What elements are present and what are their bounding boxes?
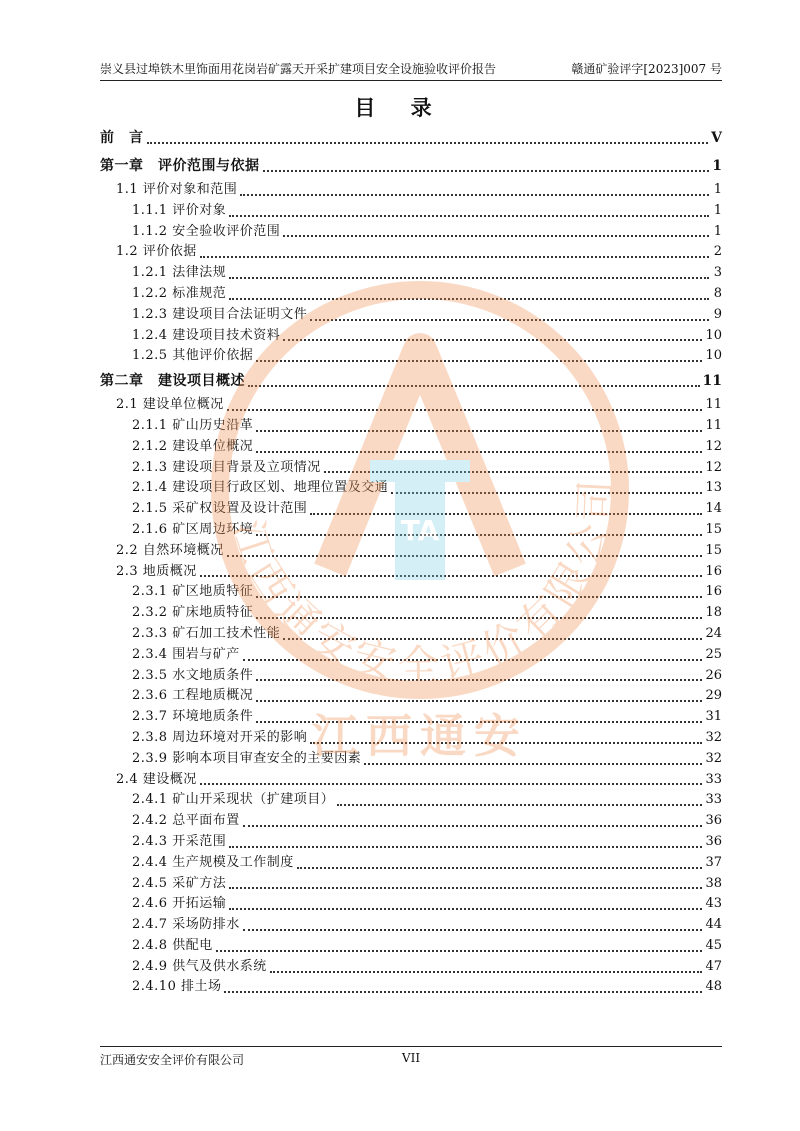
toc-leader-dots <box>240 193 709 196</box>
toc-entry-label: 2.1.6 矿区周边环境 <box>132 521 254 537</box>
toc-entry[interactable] <box>100 458 722 479</box>
toc-entry-page: 44 <box>705 917 722 933</box>
toc-entry[interactable] <box>100 582 722 603</box>
toc-entry[interactable] <box>100 263 722 284</box>
toc-entry-label: 2.3.6 工程地质概况 <box>132 688 254 704</box>
table-of-contents <box>100 124 722 998</box>
toc-leader-dots <box>310 512 702 515</box>
toc-entry-page: 33 <box>705 792 722 808</box>
toc-leader-dots <box>243 928 703 931</box>
toc-entry-page: 10 <box>705 327 722 343</box>
toc-entry-page: 12 <box>705 438 722 454</box>
header-report-number: 赣通矿验评字[2023]007 号 <box>571 62 722 76</box>
toc-entry[interactable] <box>100 346 722 367</box>
toc-entry-label: 2.1.4 建设项目行政区划、地理位置及交通 <box>132 480 389 496</box>
toc-entry[interactable] <box>100 894 722 915</box>
toc-entry[interactable] <box>100 915 722 936</box>
footer-company: 江西通安安全评价有限公司 <box>100 1053 245 1067</box>
toc-entry-label: 2.4.2 总平面布置 <box>132 813 240 829</box>
toc-entry-label: 1.2.5 其他评价依据 <box>132 348 254 364</box>
toc-entry-label: 2.4.1 矿山开采现状（扩建项目） <box>132 792 335 808</box>
toc-entry[interactable] <box>100 707 722 728</box>
toc-entry-page: 2 <box>713 244 722 260</box>
toc-entry-label: 2.1.1 矿山历史沿革 <box>132 417 254 433</box>
toc-leader-dots <box>256 616 702 619</box>
toc-entry-page: 11 <box>702 373 722 390</box>
toc-entry[interactable] <box>100 645 722 666</box>
toc-leader-dots <box>337 803 702 806</box>
toc-entry[interactable] <box>100 180 722 201</box>
toc-leader-dots <box>270 970 703 973</box>
toc-leader-dots <box>256 450 702 453</box>
toc-entry-page: 3 <box>713 265 722 281</box>
toc-entry[interactable] <box>100 499 722 520</box>
toc-entry-page: V <box>711 130 722 146</box>
toc-entry-page: 12 <box>705 459 722 475</box>
toc-entry[interactable] <box>100 874 722 895</box>
toc-entry-label: 2.4.8 供配电 <box>132 937 213 953</box>
toc-entry[interactable] <box>100 603 722 624</box>
toc-entry-label: 1.2.3 建设项目合法证明文件 <box>132 306 308 322</box>
toc-entry[interactable] <box>100 284 722 305</box>
toc-leader-dots <box>263 169 710 172</box>
toc-leader-dots <box>256 359 702 362</box>
toc-leader-dots <box>200 574 703 577</box>
toc-leader-dots <box>229 214 709 217</box>
toc-entry-label: 2.1.5 采矿权设置及设计范围 <box>132 501 308 517</box>
toc-leader-dots <box>256 699 702 702</box>
toc-leader-dots <box>216 949 703 952</box>
toc-entry[interactable] <box>100 749 722 770</box>
toc-entry[interactable] <box>100 770 722 791</box>
toc-leader-dots <box>200 255 709 258</box>
toc-entry[interactable] <box>100 977 722 998</box>
toc-leader-dots <box>229 297 709 300</box>
toc-entry-label: 2.3.2 矿床地质特征 <box>132 605 254 621</box>
toc-leader-dots <box>243 658 703 661</box>
toc-leader-dots <box>283 234 709 237</box>
toc-leader-dots <box>310 741 702 744</box>
toc-leader-dots <box>243 824 703 827</box>
toc-entry[interactable] <box>100 686 722 707</box>
toc-entry-page: 29 <box>705 688 722 704</box>
page-header <box>100 58 722 81</box>
toc-leader-dots <box>248 384 700 387</box>
toc-entry-page: 11 <box>705 417 722 433</box>
toc-entry-page: 15 <box>705 542 722 558</box>
toc-entry-label: 2.3.7 环境地质条件 <box>132 709 254 725</box>
toc-entry[interactable] <box>100 305 722 326</box>
toc-entry[interactable] <box>100 395 722 416</box>
toc-entry[interactable] <box>100 326 722 347</box>
toc-entry-page: 1 <box>713 223 722 239</box>
toc-entry[interactable] <box>100 541 722 562</box>
toc-entry-label: 1.2 评价依据 <box>116 244 197 260</box>
toc-entry-label: 2.2 自然环境概况 <box>116 542 224 558</box>
header-report-title: 崇义县过埠铁木里饰面用花岗岩矿露天开采扩建项目安全设施验收评价报告 <box>100 62 497 76</box>
toc-entry-label: 2.3.8 周边环境对开采的影响 <box>132 729 308 745</box>
toc-entry-page: 36 <box>705 833 722 849</box>
toc-leader-dots <box>229 276 709 279</box>
toc-leader-dots <box>391 491 702 494</box>
toc-entry-label: 1.1 评价对象和范围 <box>116 182 238 197</box>
toc-entry-page: 1 <box>712 158 722 174</box>
toc-leader-dots <box>200 782 703 785</box>
toc-entry-label: 2.1.2 建设单位概况 <box>132 438 254 454</box>
toc-leader-dots <box>256 429 702 432</box>
toc-entry-page: 32 <box>705 750 722 766</box>
toc-entry[interactable] <box>100 520 722 541</box>
toc-entry-label: 第二章 建设项目概述 <box>100 373 245 390</box>
toc-entry[interactable] <box>100 811 722 832</box>
toc-leader-dots <box>324 470 703 473</box>
toc-entry-page: 1 <box>713 202 722 218</box>
page-footer <box>100 1046 722 1069</box>
toc-entry[interactable] <box>100 936 722 957</box>
toc-entry-label: 2.1 建设单位概况 <box>116 397 224 413</box>
toc-leader-dots <box>229 907 702 910</box>
toc-leader-dots <box>227 408 703 411</box>
toc-entry-label: 2.4.4 生产规模及工作制度 <box>132 854 294 870</box>
toc-entry-page: 14 <box>705 501 722 517</box>
toc-entry-page: 32 <box>705 729 722 745</box>
toc-entry-page: 38 <box>705 875 722 891</box>
toc-entry[interactable] <box>100 957 722 978</box>
page-title: 目 录 <box>354 95 446 120</box>
toc-leader-dots <box>147 141 709 144</box>
toc-leader-dots <box>310 318 709 321</box>
toc-entry[interactable] <box>100 222 722 243</box>
toc-leader-dots <box>229 886 702 889</box>
toc-entry-page: 33 <box>705 771 722 787</box>
toc-entry-label: 2.4.7 采场防排水 <box>132 917 240 933</box>
toc-entry[interactable] <box>100 478 722 499</box>
toc-entry[interactable] <box>100 728 722 749</box>
toc-entry[interactable] <box>100 853 722 874</box>
toc-entry[interactable] <box>100 201 722 222</box>
toc-chapter-entry[interactable] <box>100 367 722 395</box>
toc-entry-label: 2.3.9 影响本项目审查安全的主要因素 <box>132 750 362 766</box>
toc-entry-label: 第一章 评价范围与依据 <box>100 158 260 174</box>
toc-entry-label: 2.3 地质概况 <box>116 563 197 579</box>
toc-entry-page: 48 <box>705 979 722 995</box>
toc-entry-label: 2.3.4 围岩与矿产 <box>132 646 240 662</box>
toc-entry-label: 2.4.6 开拓运输 <box>132 896 227 912</box>
toc-entry[interactable] <box>100 416 722 437</box>
toc-leader-dots <box>256 595 702 598</box>
toc-entry[interactable] <box>100 832 722 853</box>
toc-entry-label: 2.1.3 建设项目背景及立项情况 <box>132 459 321 475</box>
toc-entry-label: 1.2.2 标准规范 <box>132 285 227 301</box>
toc-entry-page: 11 <box>705 397 722 413</box>
toc-entry[interactable] <box>100 242 722 263</box>
toc-leader-dots <box>364 762 702 765</box>
toc-entry-label: 1.2.1 法律法规 <box>132 265 227 281</box>
toc-entry-page: 31 <box>705 709 722 725</box>
toc-chapter-entry[interactable] <box>100 152 722 180</box>
toc-entry-label: 2.3.5 水文地质条件 <box>132 667 254 683</box>
toc-entry-page: 9 <box>713 306 722 322</box>
toc-entry-page: 1 <box>713 182 722 197</box>
toc-leader-dots <box>224 990 702 993</box>
toc-entry-page: 18 <box>705 605 722 621</box>
toc-leader-dots <box>256 720 702 723</box>
toc-entry-label: 2.3.3 矿石加工技术性能 <box>132 625 281 641</box>
toc-leader-dots <box>283 338 702 341</box>
toc-entry[interactable] <box>100 562 722 583</box>
toc-leader-dots <box>297 866 703 869</box>
toc-entry-page: 16 <box>705 584 722 600</box>
toc-leader-dots <box>227 554 703 557</box>
toc-entry-page: 24 <box>705 625 722 641</box>
toc-entry-page: 10 <box>705 348 722 364</box>
footer-page-number: VII <box>401 1051 421 1065</box>
toc-entry[interactable] <box>100 624 722 645</box>
toc-chapter-entry[interactable] <box>100 124 722 152</box>
toc-entry-page: 45 <box>705 937 722 953</box>
toc-leader-dots <box>256 678 702 681</box>
toc-entry-label: 2.4.10 排土场 <box>132 979 222 995</box>
toc-entry[interactable] <box>100 437 722 458</box>
toc-entry-label: 2.4.9 供气及供水系统 <box>132 958 267 974</box>
toc-entry-page: 13 <box>705 480 722 496</box>
toc-entry-page: 43 <box>705 896 722 912</box>
toc-entry-page: 26 <box>705 667 722 683</box>
toc-entry[interactable] <box>100 666 722 687</box>
seal-main-text: 江西通安 <box>312 709 528 760</box>
toc-entry-label: 1.2.4 建设项目技术资料 <box>132 327 281 343</box>
toc-leader-dots <box>229 845 702 848</box>
seal-emblem-letters: TA <box>400 514 440 547</box>
toc-entry-label: 2.4.3 开采范围 <box>132 833 227 849</box>
toc-entry-page: 47 <box>705 958 722 974</box>
toc-entry-label: 前 言 <box>100 130 144 146</box>
toc-entry-page: 36 <box>705 813 722 829</box>
toc-entry-label: 2.3.1 矿区地质特征 <box>132 584 254 600</box>
toc-entry-label: 1.1.1 评价对象 <box>132 202 227 218</box>
seal-arc-text: 江西通安安全评价有限公司 <box>222 472 621 691</box>
toc-entry[interactable] <box>100 790 722 811</box>
toc-entry-label: 2.4.5 采矿方法 <box>132 875 227 891</box>
toc-leader-dots <box>283 637 702 640</box>
toc-entry-page: 37 <box>705 854 722 870</box>
toc-entry-page: 8 <box>713 285 722 301</box>
toc-entry-page: 15 <box>705 521 722 537</box>
toc-entry-page: 25 <box>705 646 722 662</box>
toc-leader-dots <box>256 533 702 536</box>
toc-entry-page: 16 <box>705 563 722 579</box>
toc-entry-label: 1.1.2 安全验收评价范围 <box>132 223 281 239</box>
toc-entry-label: 2.4 建设概况 <box>116 771 197 787</box>
